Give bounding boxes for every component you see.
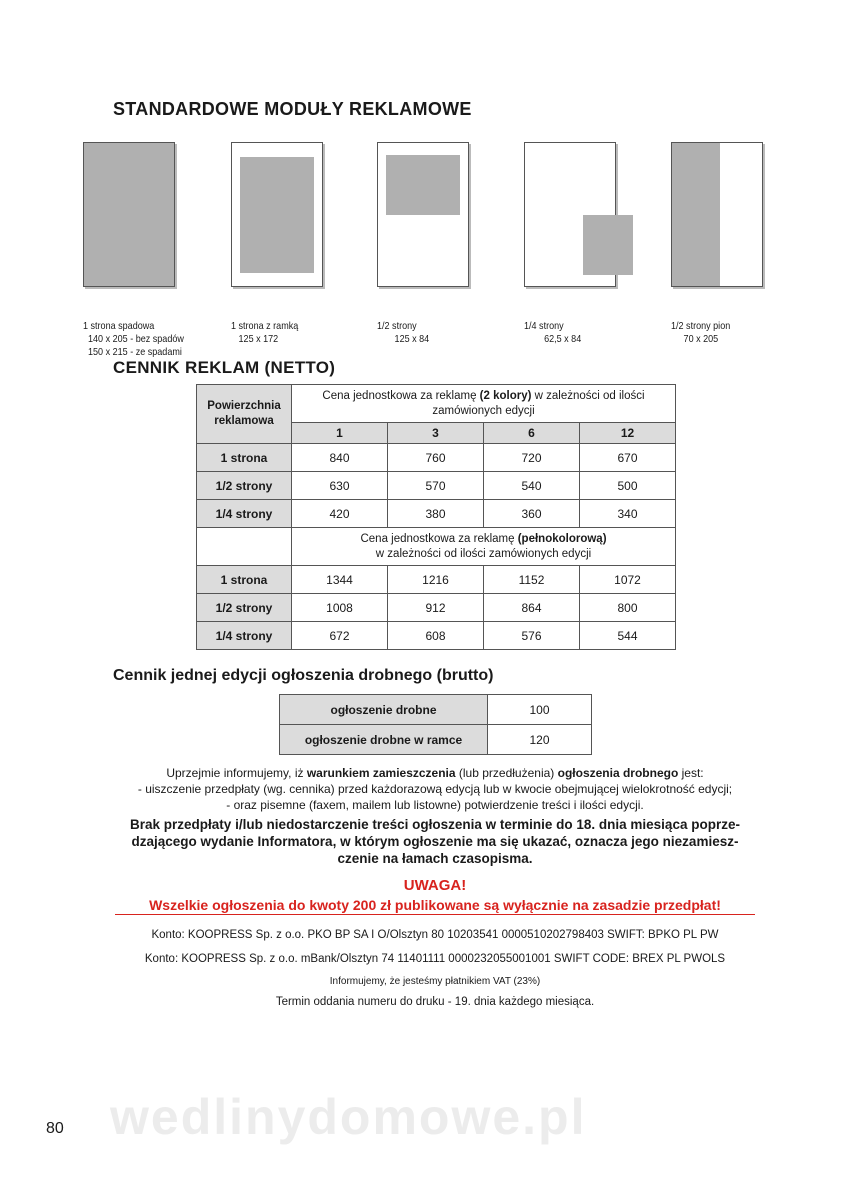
- table-row: [197, 566, 676, 594]
- module-full-bleed-thumb: [83, 142, 175, 287]
- deadline-note: Termin oddania numeru do druku - 19. dnia każdego miesiąca.: [275, 996, 595, 1008]
- price-cell: 380: [388, 500, 484, 528]
- red-divider: [115, 914, 755, 915]
- edition-count: 6: [484, 423, 580, 444]
- bold-notice-line1: Brak przedpłaty i/lub niedostarczenie treści ogłoszenia w terminie do 18. dnia miesiąca poprze-: [130, 817, 740, 832]
- edition-count: 12: [580, 423, 676, 444]
- price-cell: 576: [484, 622, 580, 650]
- price-cell: 760: [388, 444, 484, 472]
- price-cell: 672: [292, 622, 388, 650]
- table-row: [197, 622, 676, 650]
- price-cell: 100: [488, 695, 592, 725]
- module-quarter-thumb: [524, 142, 616, 287]
- price-cell: 340: [580, 500, 676, 528]
- info-paragraph: Uprzejmie informujemy, iż warunkiem zamieszczenia (lub przedłużenia) ogłoszenia drobnego jest:: [166, 766, 704, 780]
- module-caption-framed: 1 strona z ramką 125 x 172: [231, 320, 299, 345]
- info-condition-2: - oraz pisemne (faxem, mailem lub listowne) potwierdzenie treści i ilości edycji.: [226, 798, 644, 812]
- row-label: 1/4 strony: [197, 622, 292, 650]
- row-label: ogłoszenie drobne w ramce: [280, 725, 488, 755]
- table-row: [280, 725, 592, 755]
- price-cell: 1216: [388, 566, 484, 594]
- module-half-vertical-thumb: [671, 142, 763, 287]
- price-cell: 500: [580, 472, 676, 500]
- price-cell: 570: [388, 472, 484, 500]
- small-ads-heading: Cennik jednej edycji ogłoszenia drobnego (brutto): [113, 667, 494, 684]
- bold-notice-line2: dzającego wydanie Informatora, w którym ogłoszenie ma się ukazać, oznacza jego niezamiesz-: [131, 834, 739, 849]
- row-label: ogłoszenie drobne: [280, 695, 488, 725]
- price-cell: 670: [580, 444, 676, 472]
- warning-text: Wszelkie ogłoszenia do kwoty 200 zł publikowane są wyłącznie na zasadzie przedpłat!: [149, 897, 721, 913]
- price-cell: 360: [484, 500, 580, 528]
- price-cell: 912: [388, 594, 484, 622]
- price-cell: 864: [484, 594, 580, 622]
- small-ads-table: [279, 694, 592, 755]
- module-caption-quarter: 1/4 strony 62,5 x 84: [524, 320, 582, 345]
- module-caption-half: 1/2 strony 125 x 84: [377, 320, 430, 345]
- module-half-thumb: [377, 142, 469, 287]
- price-cell: 1008: [292, 594, 388, 622]
- module-framed-thumb: [231, 142, 323, 287]
- table-row: [280, 695, 592, 725]
- page-number: 80: [46, 1120, 64, 1137]
- blank-cell: [197, 528, 292, 566]
- price-cell: 544: [580, 622, 676, 650]
- watermark: wedlinydomowe.pl: [110, 1089, 587, 1145]
- vat-note: Informujemy, że jesteśmy płatnikiem VAT (23%): [329, 976, 541, 987]
- pricing-heading: CENNIK REKLAM (NETTO): [113, 358, 336, 377]
- ad-area: [386, 155, 460, 215]
- section1-header: Cena jednostkowa za reklamę (2 kolory) w zależności od ilości zamówionych edycji: [292, 385, 676, 423]
- price-cell: 1072: [580, 566, 676, 594]
- price-cell: 1152: [484, 566, 580, 594]
- row-label: 1 strona: [197, 444, 292, 472]
- price-cell: 608: [388, 622, 484, 650]
- price-cell: 630: [292, 472, 388, 500]
- row-label: 1/2 strony: [197, 594, 292, 622]
- ad-area: [672, 143, 720, 286]
- price-cell: 420: [292, 500, 388, 528]
- ad-area: [84, 143, 174, 286]
- warning-title: UWAGA!: [403, 877, 467, 894]
- row-label: 1/2 strony: [197, 472, 292, 500]
- modules-heading: STANDARDOWE MODUŁY REKLAMOWE: [113, 99, 472, 119]
- price-cell: 800: [580, 594, 676, 622]
- table-row: [197, 444, 676, 472]
- bold-notice-line3: czenie na łamach czasopisma.: [337, 851, 533, 866]
- ad-area: [583, 215, 633, 275]
- price-cell: 540: [484, 472, 580, 500]
- area-header: Powierzchnia reklamowa: [197, 385, 292, 444]
- price-cell: 1344: [292, 566, 388, 594]
- info-condition-1: - uiszczenie przedpłaty (wg. cennika) przed każdorazową edycją lub w kwocie obejmującej wielokrotność edycji;: [137, 782, 733, 796]
- price-cell: 840: [292, 444, 388, 472]
- bank-account-1: Konto: KOOPRESS Sp. z o.o. PKO BP SA I O/Olsztyn 80 10203541 0000510202798403 SWIFT: BPKO PL PW: [151, 929, 719, 941]
- section2-header: Cena jednostkowa za reklamę (pełnokolorową) w zależności od ilości zamówionych edycji: [292, 528, 676, 566]
- module-caption-full-bleed: 1 strona spadowa 140 x 205 - bez spadów 150 x 215 - ze spadami: [83, 320, 184, 358]
- bank-account-2: Konto: KOOPRESS Sp. z o.o. mBank/Olsztyn 74 11401111 0000232055001001 SWIFT CODE: BREX PL PWOLS: [144, 953, 726, 965]
- edition-count: 1: [292, 423, 388, 444]
- table-row: [197, 472, 676, 500]
- price-table: [196, 384, 676, 650]
- table-row: [197, 594, 676, 622]
- ad-area: [240, 157, 314, 273]
- row-label: 1/4 strony: [197, 500, 292, 528]
- row-label: 1 strona: [197, 566, 292, 594]
- edition-count: 3: [388, 423, 484, 444]
- price-cell: 120: [488, 725, 592, 755]
- table-row: [197, 500, 676, 528]
- price-cell: 720: [484, 444, 580, 472]
- module-caption-half-vertical: 1/2 strony pion 70 x 205: [671, 320, 731, 345]
